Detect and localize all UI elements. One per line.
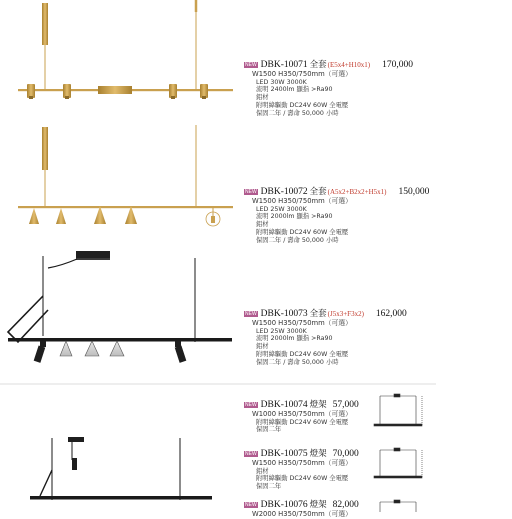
configuration-code: (A5x2+B2x2+H5x1) [327,188,387,196]
product-dbk-10071 [244,58,413,118]
spec-line: LED 25W 3000K [256,205,307,213]
new-badge: NEW [245,502,257,508]
spec-line: 流明 2000lm 顯指 >Ra90 [256,335,333,343]
spec-line: 保固二年 [256,483,282,491]
dimensions: W1500 H350/750mm（可選） [252,70,352,78]
set-label: 全套 [309,60,327,70]
spec-line: 鋁材 [256,94,269,102]
new-badge: NEW [245,189,257,195]
dimension-diagram-10075 [374,448,422,478]
price: 70,000 [332,449,359,459]
frame-fixture-illustration [30,437,212,500]
spec-line: LED 25W 3000K [256,327,307,335]
spec-line: 保固二年 / 壽命 50,000 小時 [256,237,339,245]
new-badge: NEW [245,62,257,68]
product-dbk-10074 [244,398,359,434]
product-dbk-10076 [244,498,359,518]
configuration-code: (J5x3+F3x2) [327,310,364,318]
spec-line: 保固二年 / 壽命 50,000 小時 [256,110,339,118]
dimensions: W1500 H350/750mm（可選） [252,197,352,205]
model-number: DBK-10072 [260,187,308,197]
set-label: 燈架 [309,500,327,510]
spec-line: 保固二年 [256,426,282,434]
spec-line: 流明 2000lm 顯指 >Ra90 [256,213,333,221]
spec-line: 保固二年 / 壽命 50,000 小時 [256,359,339,367]
fixture-10073-illustration [8,251,232,363]
product-dbk-10075 [244,447,359,491]
product-dbk-10072 [244,185,429,245]
dimensions: W2000 H350/750mm（可選） [252,510,352,518]
dimension-diagram-10074 [374,394,422,426]
spec-line: 鋁材 [256,221,269,229]
spec-line: 附明緯驅動 DC24V 60W 全電壓 [256,475,349,483]
spec-line: 附明緯驅動 DC24V 60W 全電壓 [256,351,349,359]
spec-line: 附明緯驅動 DC24V 60W 全電壓 [256,418,349,426]
spec-line: 流明 2400lm 顯指 >Ra90 [256,86,333,94]
price: 82,000 [332,500,359,510]
set-label: 全套 [309,309,327,319]
model-number: DBK-10076 [260,500,308,510]
spec-line: 鋁材 [256,467,269,475]
price: 150,000 [398,187,430,197]
spec-line: 附明緯驅動 DC24V 60W 全電壓 [256,102,349,110]
dimensions: W1500 H350/750mm（可選） [252,319,352,327]
dimensions: W1000 H350/750mm（可選） [252,410,352,418]
new-badge: NEW [245,311,257,317]
dimensions: W1500 H350/750mm（可選） [252,459,352,467]
product-dbk-10073 [244,307,407,367]
configuration-code: (E5x4+H10x1) [327,61,371,69]
dimension-diagram-10076 [380,500,416,512]
spec-line: 附明緯驅動 DC24V 60W 全電壓 [256,229,349,237]
spec-line: LED 30W 3000K [256,78,307,86]
new-badge: NEW [245,451,257,457]
new-badge: NEW [245,402,257,408]
model-number: DBK-10073 [260,309,308,319]
model-number: DBK-10071 [260,60,308,70]
price: 162,000 [375,309,407,319]
price: 57,000 [332,400,359,410]
fixture-10071-illustration [18,0,233,99]
model-number: DBK-10075 [260,449,308,459]
set-label: 全套 [309,187,327,197]
fixture-10072-illustration [18,125,233,226]
model-number: DBK-10074 [260,400,308,410]
set-label: 燈架 [309,449,327,459]
set-label: 燈架 [309,400,327,410]
price: 170,000 [382,60,413,70]
spec-line: 鋁材 [256,343,269,351]
